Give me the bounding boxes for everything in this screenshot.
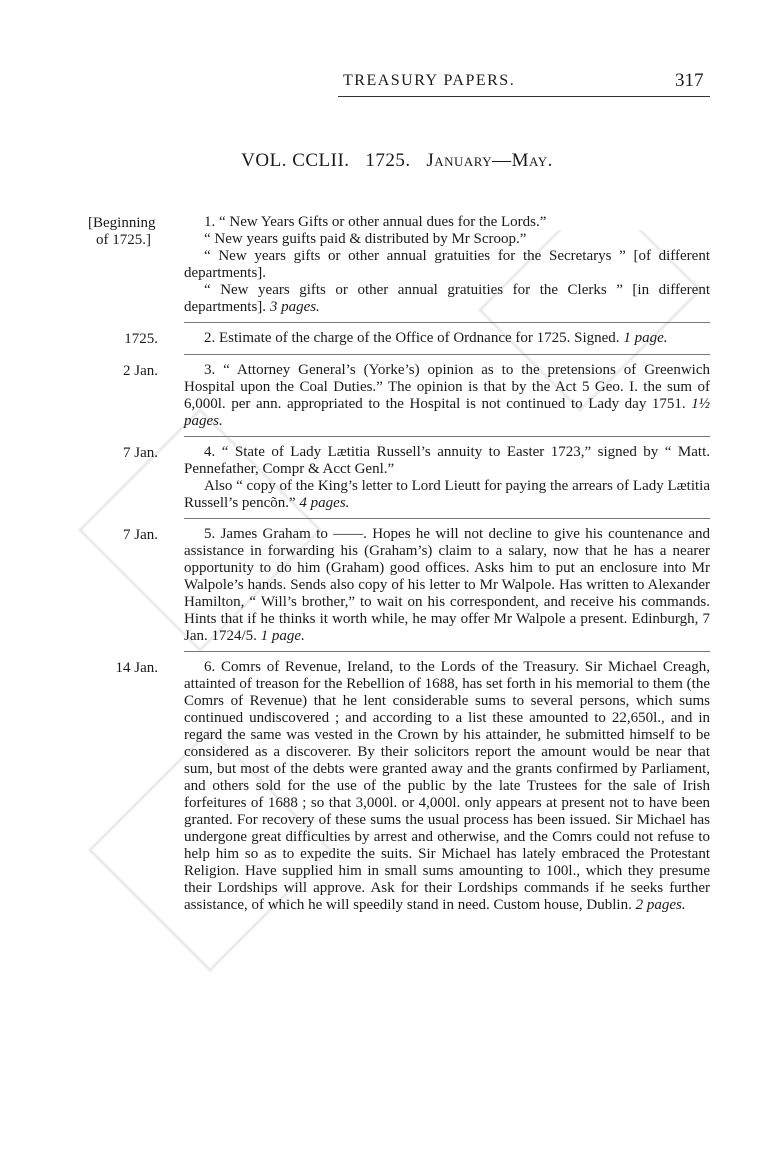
entry bbox=[88, 444, 710, 512]
entry-paragraph: 4. “ State of Lady Lætitia Russell’s annuity to Easter 1723,” signed by “ Matt. Pennefather, Compr & Acct Genl.” bbox=[184, 444, 710, 477]
entry-date: 2 Jan. bbox=[123, 363, 158, 379]
page-count: 4 pages. bbox=[299, 495, 350, 511]
entry-divider bbox=[184, 651, 710, 652]
entry-body bbox=[184, 659, 710, 914]
entry-divider bbox=[184, 518, 710, 519]
entry-paragraph: 1. “ New Years Gifts or other annual dues for the Lords.” bbox=[204, 214, 547, 230]
volume-months: January—May. bbox=[426, 150, 553, 171]
volume-heading bbox=[0, 150, 768, 172]
page-number: 317 bbox=[675, 70, 704, 91]
entry bbox=[88, 526, 710, 645]
entry-paragraph: “ New years guifts paid & distributed by Mr Scroop.” bbox=[204, 231, 527, 247]
entry bbox=[88, 214, 710, 316]
entry-paragraph: 2. Estimate of the charge of the Office of Ordnance for 1725. Signed. 1 page. bbox=[204, 330, 668, 346]
page-count: 2 pages. bbox=[635, 897, 686, 913]
entry-paragraph: “ New years gifts or other annual gratuities for the Clerks ” [in different departments]. 3 pages. bbox=[184, 282, 710, 315]
entry-paragraph: Also “ copy of the King’s letter to Lord Lieutt for paying the arrears of Lady Lætitia Russell’s pencõn.” 4 pages. bbox=[184, 478, 710, 511]
entry-date: 7 Jan. bbox=[123, 445, 158, 461]
entry-body bbox=[184, 362, 710, 430]
entry-list bbox=[88, 214, 710, 914]
entry-paragraph: 5. James Graham to ——. Hopes he will not decline to give his countenance and assistance in forwarding his (Graham’s) claim to a salary, now that he has a nearer opportunity to do him (Graham) good offices. Asks him to put an enclosure into Mr Walpole’s hands. Sends also copy of his letter to Mr Walpole. Has written to Alexander Hamilton, “ Will’s brother,” to wait on his correspondent, and receive his commands. Hints that if he thinks it worth while, he may offer Mr Walpole a present. Edinburgh, 7 Jan. 1724/5. 1 page. bbox=[184, 526, 710, 644]
entry-divider bbox=[184, 354, 710, 355]
entry-date: 1725. bbox=[124, 331, 158, 347]
page-count: 3 pages. bbox=[269, 299, 320, 315]
running-head-title: TREASURY PAPERS. bbox=[343, 72, 516, 89]
entry-paragraph: “ New years gifts or other annual gratuities for the Secretarys ” [of different departments]. bbox=[184, 248, 710, 281]
entry-body bbox=[184, 526, 710, 645]
entry-body bbox=[184, 330, 710, 348]
entry-divider bbox=[184, 436, 710, 437]
page-count: 1½ pages. bbox=[184, 396, 710, 429]
entry bbox=[88, 330, 710, 348]
running-head bbox=[0, 66, 768, 96]
entry bbox=[88, 362, 710, 430]
entry-paragraph: 3. “ Attorney General’s (Yorke’s) opinion as to the pretensions of Greenwich Hospital upon the Coal Duties.” The opinion is that by the Act 5 Geo. I. the sum of 6,000l. per ann. appropriated to the Hospital is not continued to Lady day 1751. 1½ pages. bbox=[184, 362, 710, 429]
page-count: 1 page. bbox=[260, 628, 305, 644]
entry-body bbox=[184, 444, 710, 512]
page-count: 1 page. bbox=[623, 330, 668, 346]
volume-number: VOL. CCLII. bbox=[241, 150, 350, 171]
entry-date: [Beginning of 1725.] bbox=[88, 215, 156, 248]
entry-divider bbox=[184, 322, 710, 323]
entry-body bbox=[184, 214, 710, 316]
volume-year: 1725. bbox=[365, 150, 411, 171]
entry-date: 14 Jan. bbox=[115, 660, 158, 676]
entry bbox=[88, 659, 710, 914]
header-rule bbox=[338, 96, 710, 97]
entry-paragraph: 6. Comrs of Revenue, Ireland, to the Lords of the Treasury. Sir Michael Creagh, attainted of treason for the Rebellion of 1688, has set forth in his memorial to them (the Comrs of Revenue) that he lent considerable sums to several persons, which sums continued undiscovered ; and according to a list these amounted to 22,650l., and in regard the same was vested in the Crown by his attainder, he submitted himself to be considered as a discoverer. By their solicitors report the amount would be near that sum, but most of the debts were granted away and the grants confirmed by Parliament, and others sold for the use of the public by the late Trustees for the sale of Irish forfeitures of 1688 ; so that 3,000l. or 4,000l. only appears at present not to have been granted. For recovery of these sums the usual process has been issued. Sir Michael has undergone great difficulties by arrest and otherwise, and the Comrs could not refuse to help him so as to expedite the suits. Sir Michael has lately embraced the Protestant Religion. Have supplied him in small sums amounting to 100l., which they presume their Lordships will approve. Ask for their Lordships commands if he seeks further assistance, of which he will speedily stand in need. Custom house, Dublin. 2 pages. bbox=[184, 659, 710, 913]
entry-date: 7 Jan. bbox=[123, 527, 158, 543]
